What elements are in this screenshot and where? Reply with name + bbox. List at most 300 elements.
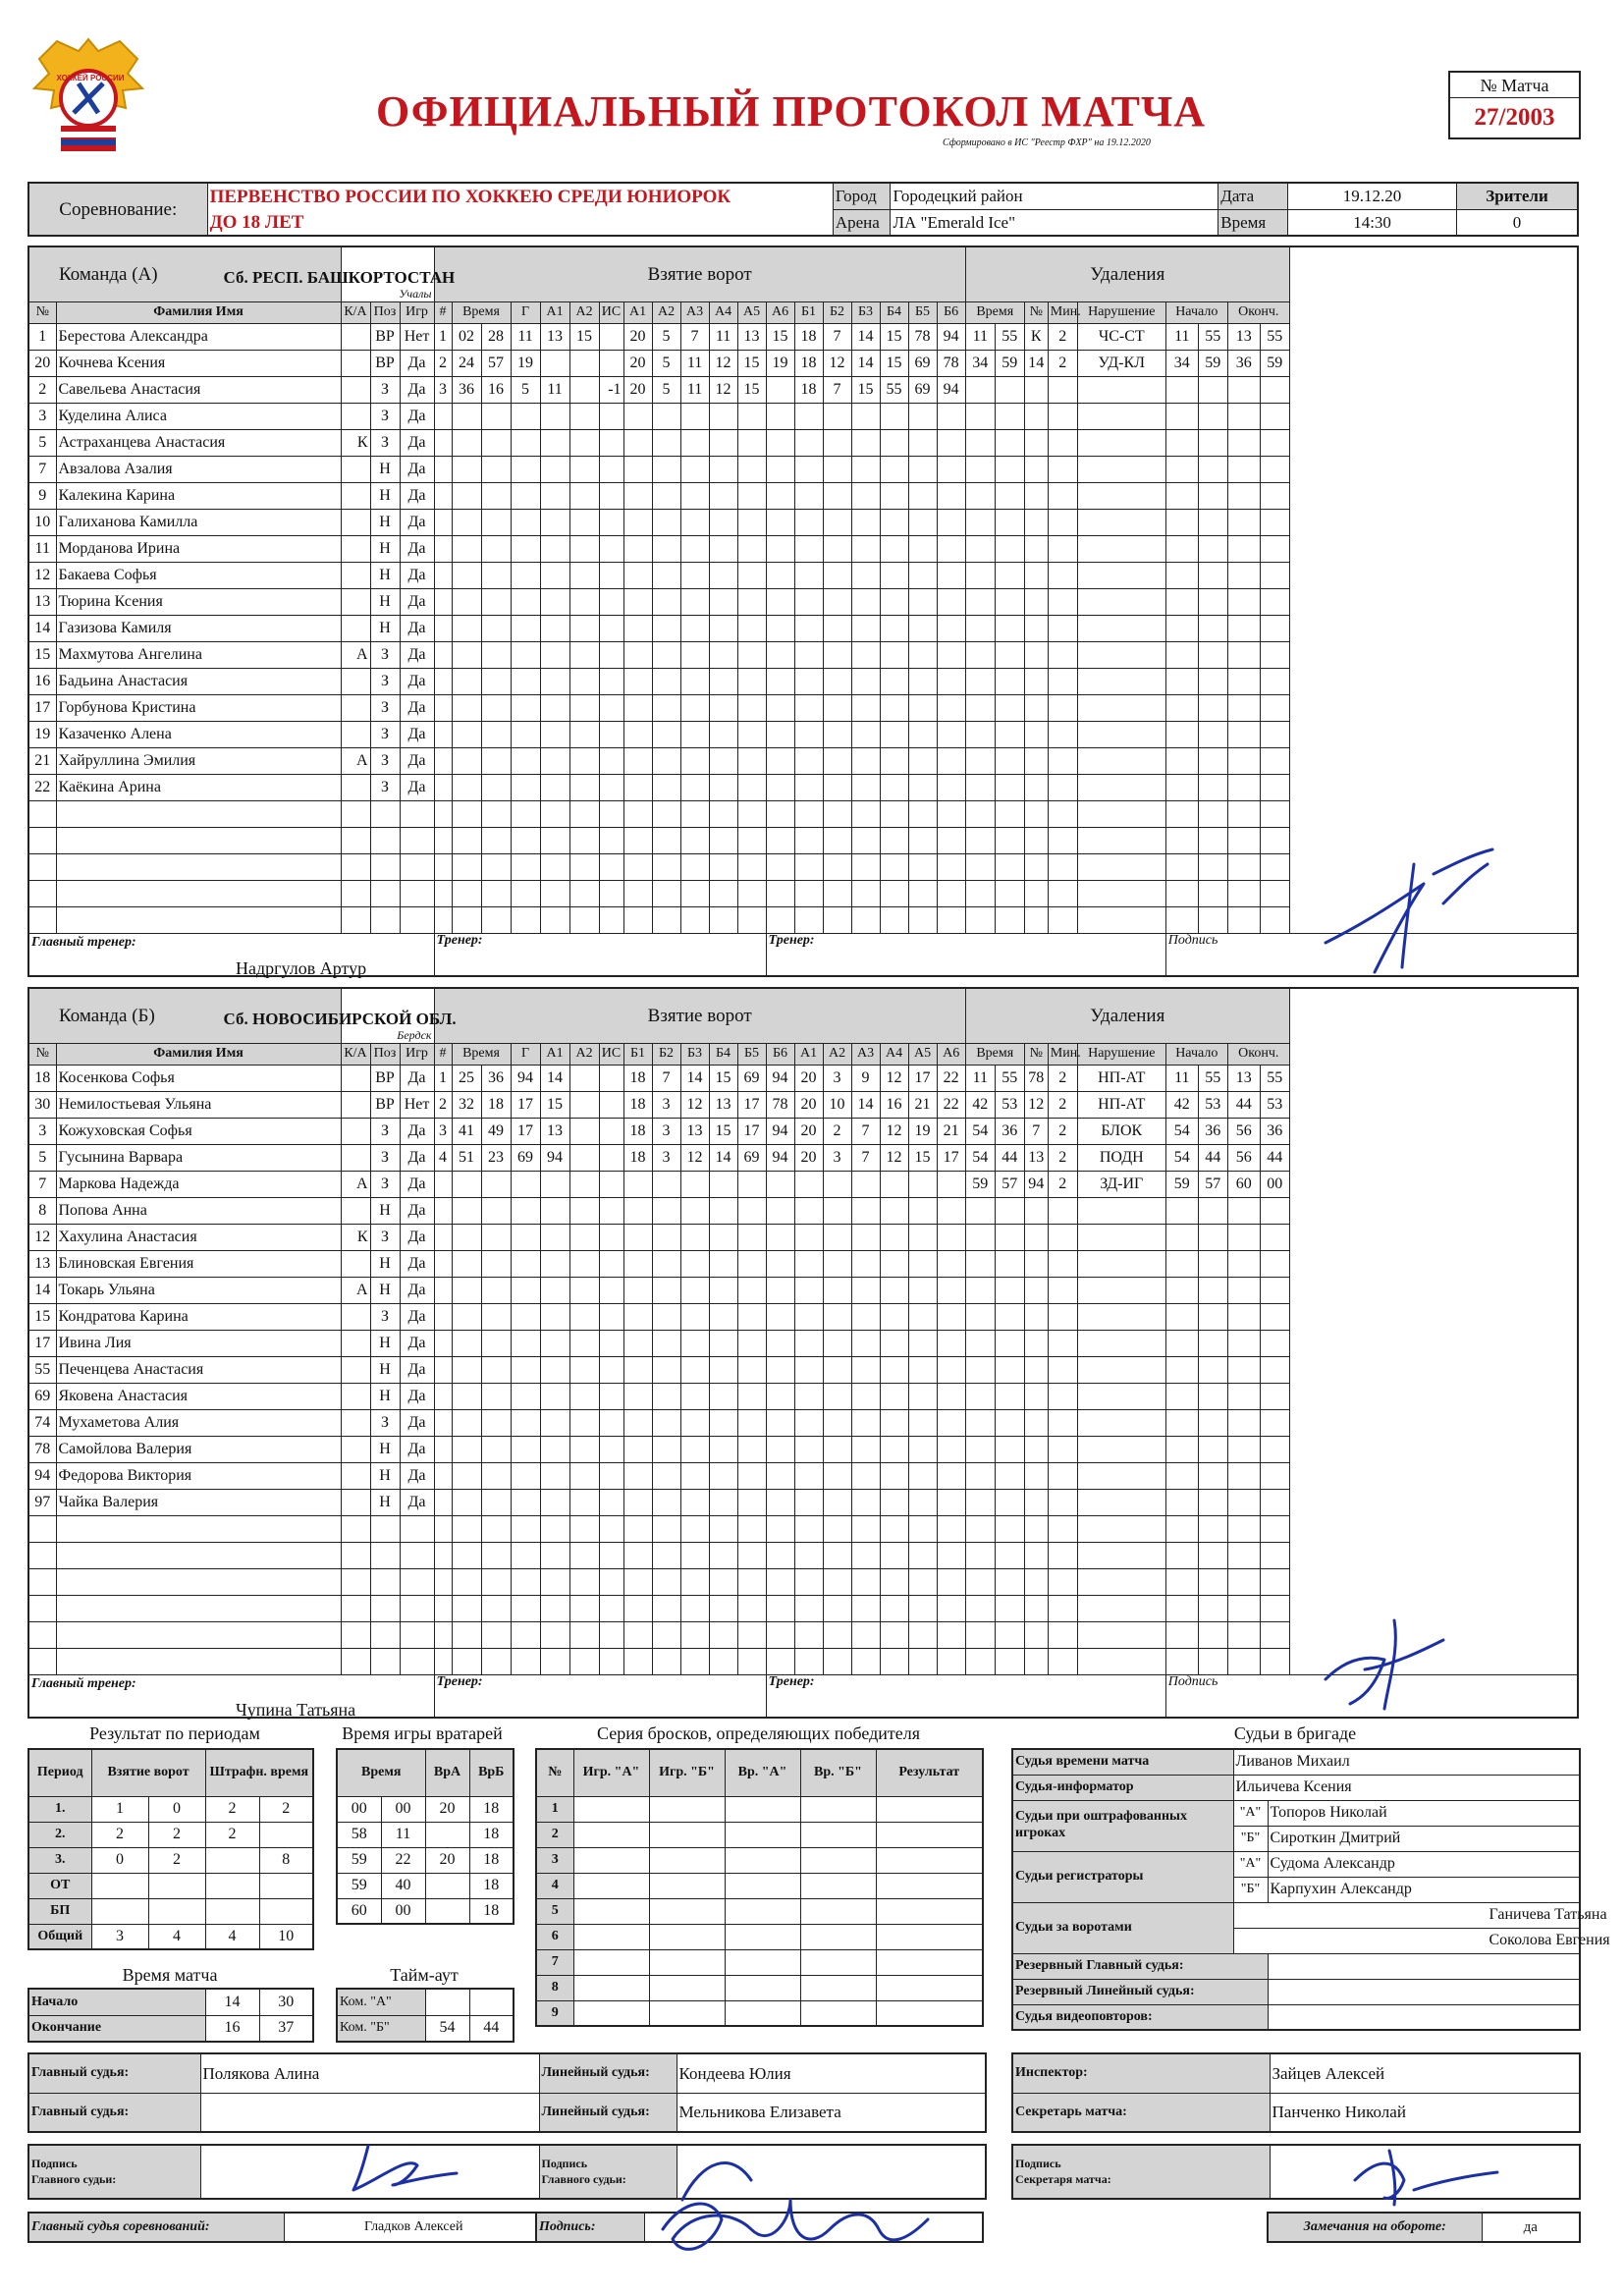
penalty-min xyxy=(1048,906,1077,933)
period-pb: 10 xyxy=(259,1924,313,1949)
timeout-b-mm: 54 xyxy=(425,2015,469,2042)
goal-own-onice xyxy=(623,1197,652,1224)
penalty-n xyxy=(1024,1648,1048,1674)
penalty-ss xyxy=(995,615,1024,641)
player-pos: Н xyxy=(370,1356,400,1383)
shootout-no: 2 xyxy=(536,1822,573,1847)
penalty-ss xyxy=(995,588,1024,615)
goal-opp-onice xyxy=(851,641,880,668)
goal-own-onice: 15 xyxy=(709,1118,737,1144)
goal-a2 xyxy=(569,774,599,800)
goal-no: 2 xyxy=(434,350,452,376)
penalty-em: 60 xyxy=(1227,1171,1260,1197)
penalty-viol xyxy=(1077,694,1165,721)
goal-a1: 13 xyxy=(540,1118,569,1144)
goal-own-onice xyxy=(623,1224,652,1250)
goal-own-onice xyxy=(680,853,709,880)
goal-own-onice xyxy=(766,1250,794,1277)
goal-opp-onice xyxy=(880,853,908,880)
goal-own-onice xyxy=(709,827,737,853)
goal-own-onice xyxy=(737,1409,766,1436)
goal-g xyxy=(511,800,540,827)
main-ref-signature xyxy=(339,2136,466,2205)
penalty-ss xyxy=(995,668,1024,694)
penalty-viol: УД-КЛ xyxy=(1077,350,1165,376)
penalty-mm xyxy=(965,1515,995,1542)
penalty-n xyxy=(1024,1462,1048,1489)
goal-own-onice xyxy=(737,668,766,694)
goal-own-onice xyxy=(623,509,652,535)
goal-own-onice: 7 xyxy=(680,323,709,350)
player-played xyxy=(400,1515,434,1542)
chief-table xyxy=(27,2212,545,2243)
goalie-b: 18 xyxy=(469,1847,514,1873)
goal-g xyxy=(511,1383,540,1409)
goal-opp-onice xyxy=(851,535,880,562)
goal-opp-onice xyxy=(937,853,965,880)
player-played: Да xyxy=(400,1277,434,1303)
player-name: Кочнева Ксения xyxy=(56,350,341,376)
goal-opp-onice xyxy=(908,535,937,562)
goal-is xyxy=(599,1065,623,1091)
goalie-b: 18 xyxy=(469,1796,514,1822)
table-row xyxy=(28,429,1578,456)
goal-own-onice: 18 xyxy=(623,1091,652,1118)
spectators-label: Зрители xyxy=(1457,183,1578,209)
goal-is xyxy=(599,853,623,880)
officials-title: Судьи в бригаде xyxy=(1233,1723,1357,1743)
penalty-ss2 xyxy=(1198,1303,1227,1330)
goal-is xyxy=(599,1250,623,1277)
player-played: Да xyxy=(400,1224,434,1250)
goal-own-onice xyxy=(709,615,737,641)
goal-own-onice xyxy=(680,1383,709,1409)
goal-own-onice xyxy=(680,1542,709,1568)
goal-ss: 36 xyxy=(481,1065,511,1091)
penalty-n xyxy=(1024,906,1048,933)
goal-ss xyxy=(481,482,511,509)
player-n: 5 xyxy=(28,1144,56,1171)
penalty-min xyxy=(1048,1648,1077,1674)
penalty-n xyxy=(1024,1436,1048,1462)
goal-opp-onice xyxy=(880,827,908,853)
penalty-sm xyxy=(1165,1568,1198,1595)
teamB-h-goal-time: Время xyxy=(452,1043,511,1065)
goal-own-onice: 12 xyxy=(680,1144,709,1171)
penalty-em xyxy=(1227,403,1260,429)
penalty-viol xyxy=(1077,1436,1165,1462)
penalty-ss2 xyxy=(1198,1648,1227,1674)
goal-no xyxy=(434,721,452,747)
goal-mm xyxy=(452,509,481,535)
penalty-es xyxy=(1260,1648,1289,1674)
penalty-ss xyxy=(995,1515,1024,1542)
table-row xyxy=(28,535,1578,562)
penalty-viol xyxy=(1077,1197,1165,1224)
penalty-min xyxy=(1048,1621,1077,1648)
goal-a1 xyxy=(540,535,569,562)
goal-a1 xyxy=(540,588,569,615)
goal-opp-onice xyxy=(851,774,880,800)
penalty-viol: ЧС-СТ xyxy=(1077,323,1165,350)
goal-is xyxy=(599,906,623,933)
goal-opp-onice xyxy=(880,1383,908,1409)
player-ka xyxy=(341,668,370,694)
goal-ss: 23 xyxy=(481,1144,511,1171)
penalty-sm xyxy=(1165,1330,1198,1356)
goal-opp-onice xyxy=(937,668,965,694)
goal-a2 xyxy=(569,1648,599,1674)
goal-own-onice xyxy=(652,1489,680,1515)
goal-opp-onice xyxy=(794,1330,823,1356)
reserve-main-value xyxy=(1268,1953,1580,1979)
penalty-ss: 36 xyxy=(995,1118,1024,1144)
goal-g xyxy=(511,1409,540,1436)
goal-opp-onice: 19 xyxy=(908,1118,937,1144)
penalty-ss xyxy=(995,853,1024,880)
player-pos xyxy=(370,827,400,853)
goal-own-onice xyxy=(766,694,794,721)
goal-ss xyxy=(481,562,511,588)
goal-no xyxy=(434,641,452,668)
period-gb: 0 xyxy=(148,1796,205,1822)
penalty-ss xyxy=(995,906,1024,933)
player-ka xyxy=(341,1621,370,1648)
penalty-es: 55 xyxy=(1260,323,1289,350)
match-start-label: Начало xyxy=(28,1989,205,2015)
table-row xyxy=(28,403,1578,429)
goal-opp-onice xyxy=(908,641,937,668)
penalty-n: 13 xyxy=(1024,1144,1048,1171)
shootout-cell xyxy=(573,1847,649,1873)
goal-own-onice xyxy=(652,1197,680,1224)
goal-g xyxy=(511,853,540,880)
penalty-n xyxy=(1024,1303,1048,1330)
penalty-min xyxy=(1048,403,1077,429)
penalty-viol xyxy=(1077,747,1165,774)
goal-opp-onice xyxy=(880,1621,908,1648)
goal-no xyxy=(434,403,452,429)
penalty-mm xyxy=(965,456,995,482)
penalty-mm: 34 xyxy=(965,350,995,376)
penalty-ss2 xyxy=(1198,615,1227,641)
goal-own-onice xyxy=(709,403,737,429)
goal-no xyxy=(434,1409,452,1436)
teamB-head-coach: Чупина Татьяна xyxy=(236,1699,356,1720)
period-p: ОТ xyxy=(28,1873,91,1898)
player-pos: Н xyxy=(370,1197,400,1224)
goal-opp-onice xyxy=(851,403,880,429)
player-pos: З xyxy=(370,429,400,456)
goal-opp-onice: 9 xyxy=(851,1065,880,1091)
player-n: 2 xyxy=(28,376,56,403)
teamB-h-a1: А1 xyxy=(540,1043,569,1065)
goal-a2 xyxy=(569,1409,599,1436)
teamB-h-opp-1: А2 xyxy=(823,1043,851,1065)
player-n: 3 xyxy=(28,403,56,429)
teamB-coach1-label: Тренер: xyxy=(436,1673,483,1689)
teamA-coach2-label: Тренер: xyxy=(768,932,815,948)
goal-own-onice: 17 xyxy=(737,1118,766,1144)
shootout-cell xyxy=(876,1975,983,2000)
player-played: Да xyxy=(400,1197,434,1224)
penalty-n xyxy=(1024,1383,1048,1409)
player-pos: Н xyxy=(370,509,400,535)
goal-mm xyxy=(452,1250,481,1277)
goal-own-onice xyxy=(709,1171,737,1197)
goalie-b: 18 xyxy=(469,1898,514,1924)
player-played: Да xyxy=(400,456,434,482)
penalty-em xyxy=(1227,456,1260,482)
shootout-cell xyxy=(649,1898,725,1924)
goal-own-onice xyxy=(737,1542,766,1568)
player-pos xyxy=(370,853,400,880)
goal-is: -1 xyxy=(599,376,623,403)
penalty-es xyxy=(1260,800,1289,827)
penalty-min xyxy=(1048,668,1077,694)
goal-opp-onice xyxy=(823,827,851,853)
goal-ss xyxy=(481,403,511,429)
penalty-min xyxy=(1048,747,1077,774)
penalty-ss xyxy=(995,1409,1024,1436)
goal-a1 xyxy=(540,906,569,933)
goal-is xyxy=(599,1383,623,1409)
teamB-h-is: ИС xyxy=(599,1043,623,1065)
penalty-n xyxy=(1024,668,1048,694)
table-row xyxy=(28,1489,1578,1515)
goal-is xyxy=(599,1515,623,1542)
penalty-min xyxy=(1048,880,1077,906)
goal-a2 xyxy=(569,1595,599,1621)
goal-a1 xyxy=(540,509,569,535)
shootout-cell xyxy=(725,1873,800,1898)
goal-a1 xyxy=(540,1356,569,1383)
goal-own-onice xyxy=(652,509,680,535)
teamA-h-own-5: А6 xyxy=(766,301,794,323)
penalty-ss2: 44 xyxy=(1198,1144,1227,1171)
goal-is xyxy=(599,562,623,588)
goal-own-onice xyxy=(680,562,709,588)
goal-is xyxy=(599,1542,623,1568)
goal-g xyxy=(511,827,540,853)
goal-opp-onice xyxy=(823,509,851,535)
player-name: Галиханова Камилла xyxy=(56,509,341,535)
shootout-cell xyxy=(649,1949,725,1975)
goal-own-onice xyxy=(680,906,709,933)
penalty-n xyxy=(1024,641,1048,668)
shootout-row xyxy=(536,1796,983,1822)
goal-no xyxy=(434,1171,452,1197)
penalty-viol xyxy=(1077,906,1165,933)
goal-opp-onice xyxy=(908,482,937,509)
goal-opp-onice xyxy=(851,1621,880,1648)
penalty-mm: 54 xyxy=(965,1144,995,1171)
goal-is xyxy=(599,1568,623,1595)
penalty-sm xyxy=(1165,1383,1198,1409)
goal-opp-onice: 10 xyxy=(823,1091,851,1118)
goal-own-onice xyxy=(737,853,766,880)
goal-own-onice xyxy=(709,906,737,933)
penalty-min xyxy=(1048,1436,1077,1462)
shootout-cell xyxy=(800,1796,876,1822)
teamA-city: Учалы xyxy=(399,286,432,301)
goal-own-onice xyxy=(680,588,709,615)
goal-is xyxy=(599,615,623,641)
teamB-city: Бердск xyxy=(397,1027,432,1042)
goal-no xyxy=(434,1383,452,1409)
goal-no xyxy=(434,1330,452,1356)
goal-own-onice xyxy=(766,1621,794,1648)
sign-sec-label-line1: Подпись xyxy=(1015,2156,1061,2170)
player-played: Да xyxy=(400,562,434,588)
penalty-mm xyxy=(965,562,995,588)
shootout-no: 8 xyxy=(536,1975,573,2000)
penalty-n xyxy=(1024,774,1048,800)
goal-opp-onice xyxy=(908,747,937,774)
goal-opp-onice xyxy=(937,1171,965,1197)
penalty-sm xyxy=(1165,1595,1198,1621)
goal-opp-onice xyxy=(880,588,908,615)
goal-opp-onice xyxy=(908,456,937,482)
arena: ЛА "Emerald Ice" xyxy=(891,209,1218,236)
goal-own-onice xyxy=(652,1224,680,1250)
player-n: 7 xyxy=(28,1171,56,1197)
goal-no xyxy=(434,800,452,827)
penalty-min: 2 xyxy=(1048,350,1077,376)
goal-a1 xyxy=(540,350,569,376)
teamB-h-played: Игр xyxy=(400,1043,434,1065)
penalty-em xyxy=(1227,1356,1260,1383)
shootout-cell xyxy=(800,1975,876,2000)
sign-main-label-1 xyxy=(28,2145,200,2199)
penalty-min xyxy=(1048,827,1077,853)
player-name: Гусынина Варвара xyxy=(56,1144,341,1171)
penalty-ss2 xyxy=(1198,1436,1227,1462)
goal-g xyxy=(511,1197,540,1224)
player-n: 17 xyxy=(28,1330,56,1356)
teamB-name-cell xyxy=(223,988,457,1043)
goal-opp-onice xyxy=(823,1383,851,1409)
goal-opp-onice xyxy=(851,1197,880,1224)
goal-ss xyxy=(481,1356,511,1383)
player-ka xyxy=(341,1409,370,1436)
penalty-em xyxy=(1227,1436,1260,1462)
goal-ss xyxy=(481,1383,511,1409)
shootout-table xyxy=(535,1748,984,2027)
goal-opp-onice xyxy=(937,827,965,853)
penalty-es xyxy=(1260,615,1289,641)
period-p: 2. xyxy=(28,1822,91,1847)
goal-own-onice xyxy=(709,694,737,721)
goal-mm xyxy=(452,853,481,880)
match-number-box xyxy=(1448,71,1581,139)
goal-own-onice xyxy=(737,1330,766,1356)
penalty-ss2: 55 xyxy=(1198,323,1227,350)
goal-opp-onice xyxy=(880,509,908,535)
shootout-header: Игр. "Б" xyxy=(649,1749,725,1796)
player-name xyxy=(56,906,341,933)
penalty-es xyxy=(1260,1303,1289,1330)
player-pos: З xyxy=(370,721,400,747)
player-name: Морданова Ирина xyxy=(56,535,341,562)
goalie-row xyxy=(337,1822,514,1847)
reserve-line-label: Резервный Линейный судья: xyxy=(1012,1979,1268,2004)
player-pos: З xyxy=(370,403,400,429)
goal-own-onice xyxy=(623,853,652,880)
player-ka xyxy=(341,1330,370,1356)
goalie-h-time: Время xyxy=(337,1749,425,1796)
goal-is xyxy=(599,350,623,376)
penalty-ss2 xyxy=(1198,1224,1227,1250)
penalty-min xyxy=(1048,1330,1077,1356)
goal-own-onice xyxy=(623,1462,652,1489)
player-played: Да xyxy=(400,1065,434,1091)
goal-own-onice xyxy=(652,482,680,509)
table-row xyxy=(28,800,1578,827)
goal-opp-onice xyxy=(851,562,880,588)
penalty-es xyxy=(1260,429,1289,456)
penalty-ss xyxy=(995,721,1024,747)
player-n: 3 xyxy=(28,1118,56,1144)
line-ref-1: Кондеева Юлия xyxy=(677,2053,986,2093)
penalty-sm xyxy=(1165,509,1198,535)
player-pos: З xyxy=(370,694,400,721)
goal-g xyxy=(511,1436,540,1462)
goal-opp-onice xyxy=(908,1542,937,1568)
goal-opp-onice xyxy=(851,615,880,641)
period-row xyxy=(28,1924,313,1949)
periods-h-pen: Штрафн. время xyxy=(205,1749,313,1796)
goal-own-onice xyxy=(623,906,652,933)
goal-a1 xyxy=(540,1197,569,1224)
penalty-em xyxy=(1227,1409,1260,1436)
player-played: Да xyxy=(400,641,434,668)
teamA-head-coach: Надргулов Артур xyxy=(236,957,367,978)
player-pos xyxy=(370,880,400,906)
goal-a2 xyxy=(569,376,599,403)
table-row xyxy=(28,509,1578,535)
goal-opp-onice xyxy=(908,1436,937,1462)
shootout-cell xyxy=(649,1873,725,1898)
goal-ss xyxy=(481,1224,511,1250)
penalty-ss2 xyxy=(1198,1621,1227,1648)
player-ka xyxy=(341,1515,370,1542)
goal-opp-onice xyxy=(908,1515,937,1542)
penalty-sm xyxy=(1165,774,1198,800)
goal-opp-onice xyxy=(794,1409,823,1436)
penalty-em xyxy=(1227,615,1260,641)
goal-no xyxy=(434,747,452,774)
penalty-ss xyxy=(995,747,1024,774)
penalty-min xyxy=(1048,1303,1077,1330)
goal-ss xyxy=(481,429,511,456)
goal-own-onice xyxy=(766,1462,794,1489)
period-row xyxy=(28,1796,313,1822)
goal-own-onice xyxy=(680,1250,709,1277)
table-row xyxy=(28,350,1578,376)
goal-opp-onice xyxy=(880,747,908,774)
penalty-mm xyxy=(965,1621,995,1648)
time: 14:30 xyxy=(1288,209,1457,236)
player-name: Чайка Валерия xyxy=(56,1489,341,1515)
player-name xyxy=(56,853,341,880)
period-pa xyxy=(205,1847,259,1873)
goal-opp-onice xyxy=(823,403,851,429)
shootout-cell xyxy=(573,1873,649,1898)
goal-own-onice xyxy=(680,509,709,535)
player-n: 21 xyxy=(28,747,56,774)
goal-opp-onice xyxy=(880,429,908,456)
